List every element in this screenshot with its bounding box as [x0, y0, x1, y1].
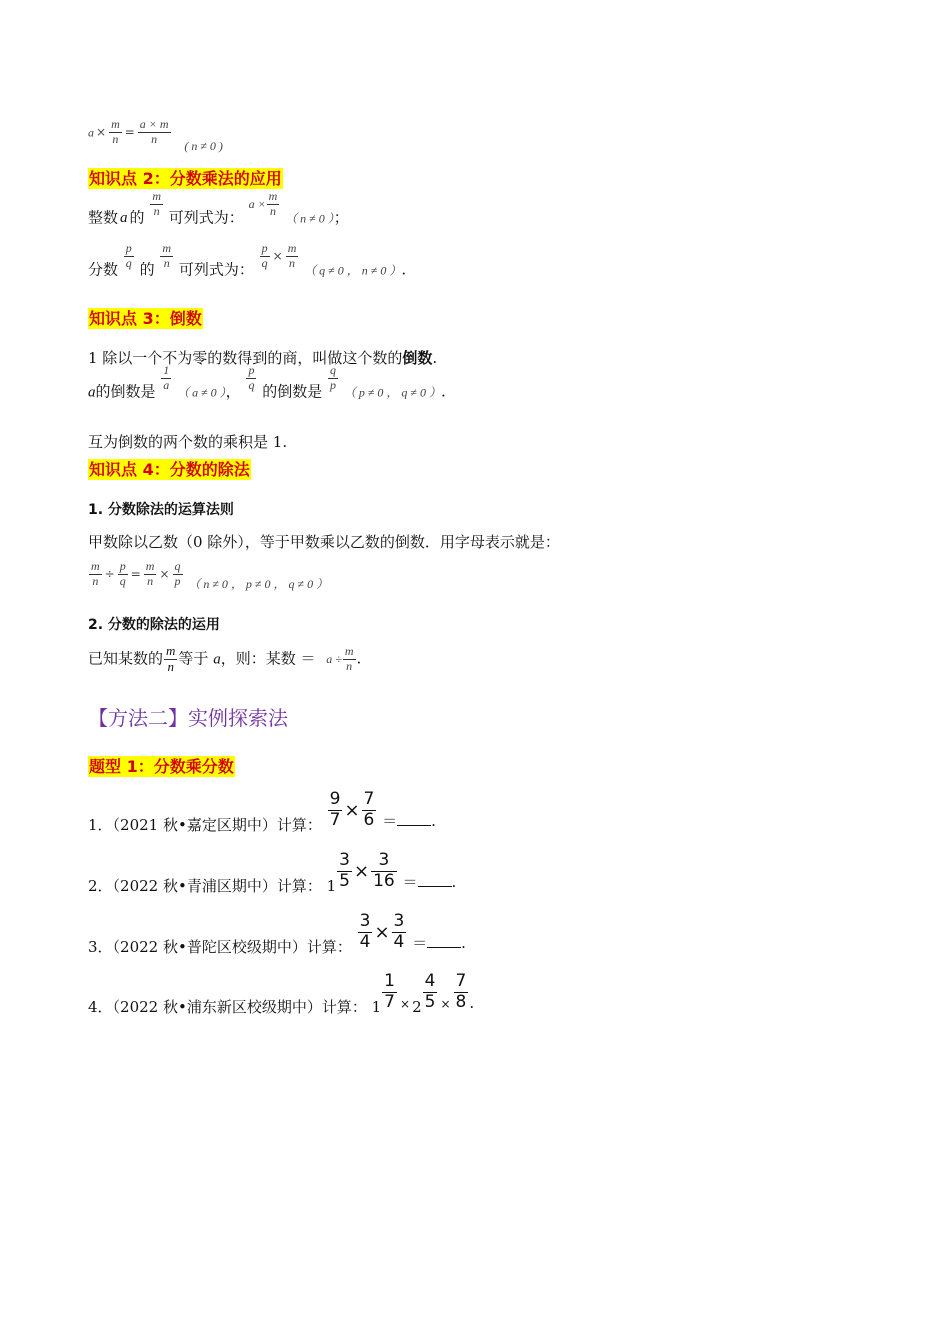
kp3-definition: 1 除以一个不为零的数得到的商，叫做这个数的倒数. [88, 349, 438, 367]
section-heading-kp3: 知识点 3：倒数 [89, 309, 202, 328]
kp2-line-2: 分数 $\frac{p}{q}$ 的 $\frac{m}{n}$ 可列式为： $\frac{p}{q}$ × $\frac{m}{n}$ （ q ≠ 0 ， n ≠ 0 ）. [88, 241, 407, 279]
fraction: $\frac{q}{p}$ [330, 363, 337, 392]
fraction: $\frac{3}{4}$ [359, 911, 371, 952]
kp4-application: 已知某数的 $\frac{m}{n}$ 等于 a，则：某数 ＝ a ÷ $\frac{m}{n}$ . [88, 643, 362, 674]
kp4-division-formula: $\frac{m}{n}$ ÷ $\frac{p}{q}$ = $\frac{m}{n}$ × $\frac{q}{p}$ $_{( n \ne 0 , p \ne 0 , q \ne 0 )}$ [91, 559, 329, 592]
kp3-reciprocal-line: a的倒数是 $\frac{1}{a}$ （ a ≠ 0 ）， $\frac{p}{q}$ 的倒数是 $\frac{q}{p}$ （ p ≠ 0 ， q ≠ 0 ）. [88, 363, 446, 401]
section-heading-kp2: 知识点 2：分数乘法的应用 [89, 169, 282, 188]
fraction: $\frac{7}{6}$ [363, 789, 375, 830]
fraction: $\frac{m}{n}$ [145, 559, 155, 588]
problem-2: 2．（2022 秋•青浦区期中）计算： 1 $\frac{3}{5}$ × $\frac{3}{16}$ ＝ . [88, 850, 457, 896]
fraction: $\frac{m}{n}$ [162, 241, 172, 270]
kp4-rule: 甲数除以乙数（0 除外），等于甲数乘以乙数的倒数．用字母表示就是： [88, 533, 560, 551]
fraction: $\frac{1}{7}$ [384, 971, 395, 1012]
answer-blank[interactable] [397, 824, 431, 826]
kp3-product-note: 互为倒数的两个数的乘积是 1. [88, 433, 288, 451]
fraction: $\frac{9}{7}$ [329, 789, 341, 830]
answer-blank[interactable] [427, 946, 461, 948]
problem-4: 4．（2022 秋•浦东新区校级期中）计算： 1 $\frac{1}{7}$ $_\times$ 2 $\frac{4}{5}$ $_\times$ $\frac{7}{8}$ . [88, 971, 475, 1017]
fraction: $\frac{a \times m}{n}$ [139, 117, 169, 146]
fraction: $\frac{1}{a}$ [163, 363, 170, 392]
kp4-subheading-2: 2. 分数的除法的运用 [88, 617, 220, 633]
fraction: $\frac{m}{n}$ [111, 117, 120, 146]
fraction: $\frac{3}{16}$ [373, 850, 395, 891]
kp4-subheading-1: 1. 分数除法的运算法则 [88, 502, 234, 518]
fraction: $\frac{m}{n}$ [344, 644, 354, 673]
fraction: $\frac{p}{q}$ [248, 363, 255, 392]
fraction: $\frac{7}{8}$ [455, 971, 467, 1012]
fraction: $\frac{m}{n}$ [91, 559, 100, 588]
fraction: $\frac{p}{q}$ [119, 559, 126, 588]
fraction: $\frac{3}{4}$ [393, 911, 405, 952]
fraction: $\frac{m}{n}$ [287, 241, 297, 270]
section-heading-kp4: 知识点 4：分数的除法 [89, 460, 250, 479]
formula-multiply: a × $\frac{m}{n}$ = $\frac{a \times m}{n}$ $_{( n \ne 0 )}$ [88, 117, 223, 154]
problem-3: 3．（2022 秋•普陀区校级期中）计算： $\frac{3}{4}$ × $\frac{3}{4}$ ＝ . [88, 911, 466, 957]
fraction: $\frac{p}{q}$ [125, 241, 132, 270]
fraction: $\frac{p}{q}$ [261, 241, 268, 270]
fraction: $\frac{4}{5}$ [424, 971, 436, 1012]
fraction: $\frac{3}{5}$ [339, 850, 350, 891]
fraction: $\frac{m}{n}$ [166, 643, 176, 674]
kp2-line-1: 整数 a 的 $\frac{m}{n}$ 可列式为： $^{a \times}$ $\frac{m}{n}$ （ n ≠ 0 ）； [88, 189, 349, 227]
fraction: $\frac{m}{n}$ [268, 189, 278, 218]
fraction: $\frac{q}{p}$ [174, 559, 181, 588]
answer-blank[interactable] [418, 885, 452, 887]
section-heading-type1: 题型 1：分数乘分数 [89, 757, 234, 776]
method-heading: 【方法二】实例探索法 [88, 706, 288, 730]
problem-1: 1．（2021 秋•嘉定区期中）计算： $\frac{9}{7}$ × $\frac{7}{6}$ ＝ . [88, 789, 436, 835]
fraction: $\frac{m}{n}$ [152, 189, 161, 218]
